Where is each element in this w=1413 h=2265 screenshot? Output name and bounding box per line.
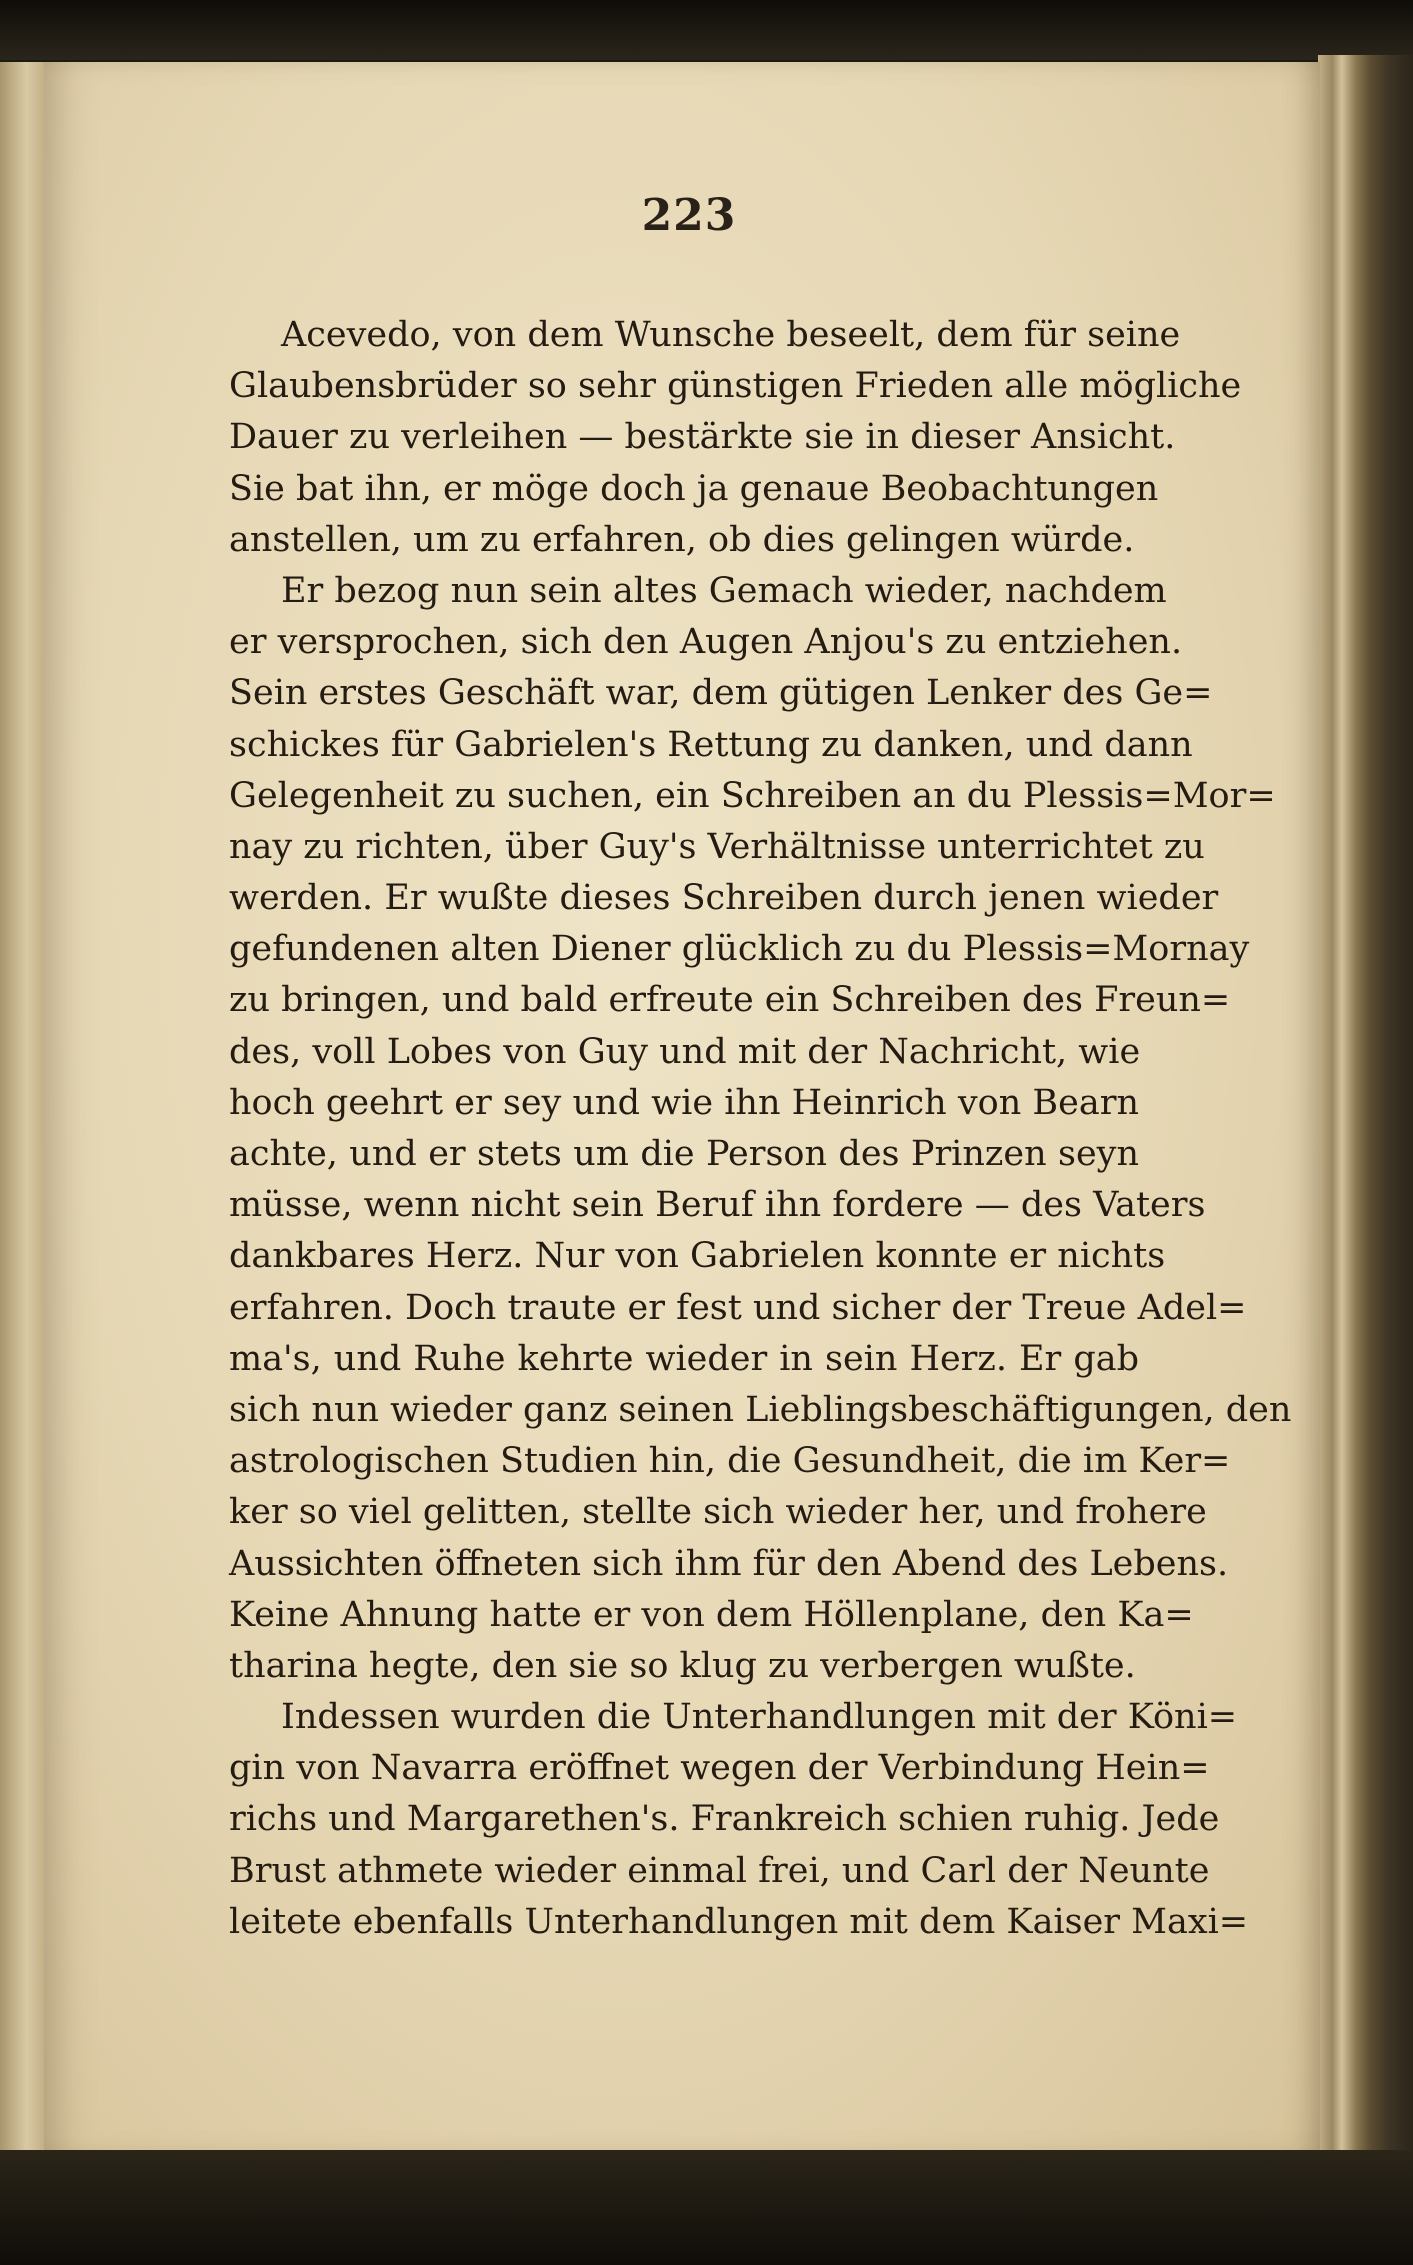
text-line: dankbares Herz. Nur von Gabrielen konnte er nichts [229, 1236, 1166, 1277]
text-line: er versprochen, sich den Augen Anjou's zu entziehen. [229, 622, 1183, 663]
text-line: ma's, und Ruhe kehrte wieder in sein Herz. Er gab [229, 1338, 1139, 1379]
text-line: Indessen wurden die Unterhandlungen mit der Köni= [281, 1697, 1238, 1738]
text-line: Glaubensbrüder so sehr günstigen Frieden alle mögliche [229, 366, 1242, 407]
text-line: Aussichten öffneten sich ihm für den Abend des Lebens. [229, 1543, 1229, 1584]
text-line: müsse, wenn nicht sein Beruf ihn fordere — des Vaters [229, 1185, 1206, 1226]
text-line: erfahren. Doch traute er fest und sicher der Treue Adel= [229, 1287, 1247, 1328]
text-line: gefundenen alten Diener glücklich zu du Plessis=Mornay [229, 929, 1250, 970]
page-body-text [229, 310, 1292, 1948]
page-edges [1318, 55, 1413, 2160]
text-line: richs und Margarethen's. Frankreich schien ruhig. Jede [229, 1799, 1220, 1840]
text-line: astrologischen Studien hin, die Gesundheit, die im Ker= [229, 1441, 1231, 1482]
text-line: gin von Navarra eröffnet wegen der Verbindung Hein= [229, 1748, 1210, 1789]
book-cover-bottom [0, 2150, 1413, 2265]
page-number: 223 [641, 190, 737, 241]
text-line: leitete ebenfalls Unterhandlungen mit dem Kaiser Maxi= [229, 1901, 1249, 1942]
facing-page-edge [0, 62, 44, 2152]
text-line: des, voll Lobes von Guy und mit der Nachricht, wie [229, 1031, 1141, 1072]
text-line: anstellen, um zu erfahren, ob dies gelingen würde. [229, 519, 1135, 560]
text-line: Acevedo, von dem Wunsche beseelt, dem für seine [281, 315, 1181, 355]
text-line: werden. Er wußte dieses Schreiben durch jenen wieder [229, 878, 1219, 919]
text-line: zu bringen, und bald erfreute ein Schreiben des Freun= [229, 980, 1231, 1021]
text-line: Gelegenheit zu suchen, ein Schreiben an du Plessis=Mor= [229, 775, 1276, 816]
text-line: Sein erstes Geschäft war, dem gütigen Lenker des Ge= [229, 673, 1213, 714]
text-line: Brust athmete wieder einmal frei, und Carl der Neunte [229, 1850, 1210, 1891]
text-line: hoch geehrt er sey und wie ihn Heinrich von Bearn [229, 1082, 1139, 1123]
text-line: Er bezog nun sein altes Gemach wieder, nachdem [281, 570, 1167, 611]
text-line: Dauer zu verleihen — bestärkte sie in dieser Ansicht. [229, 417, 1176, 458]
book-cover-top [0, 0, 1413, 60]
text-line: Sie bat ihn, er möge doch ja genaue Beobachtungen [229, 468, 1159, 509]
text-line: tharina hegte, den sie so klug zu verbergen wußte. [229, 1645, 1136, 1686]
book-page [44, 62, 1320, 2154]
text-line: schickes für Gabrielen's Rettung zu danken, und dann [229, 724, 1193, 765]
text-line: sich nun wieder ganz seinen Lieblingsbeschäftigungen, den [229, 1389, 1292, 1430]
text-line: Keine Ahnung hatte er von dem Höllenplane, den Ka= [229, 1594, 1194, 1635]
text-line: nay zu richten, über Guy's Verhältnisse unterrichtet zu [229, 826, 1205, 867]
text-line: ker so viel gelitten, stellte sich wieder her, und frohere [229, 1492, 1207, 1533]
text-line: achte, und er stets um die Person des Prinzen seyn [229, 1134, 1139, 1174]
